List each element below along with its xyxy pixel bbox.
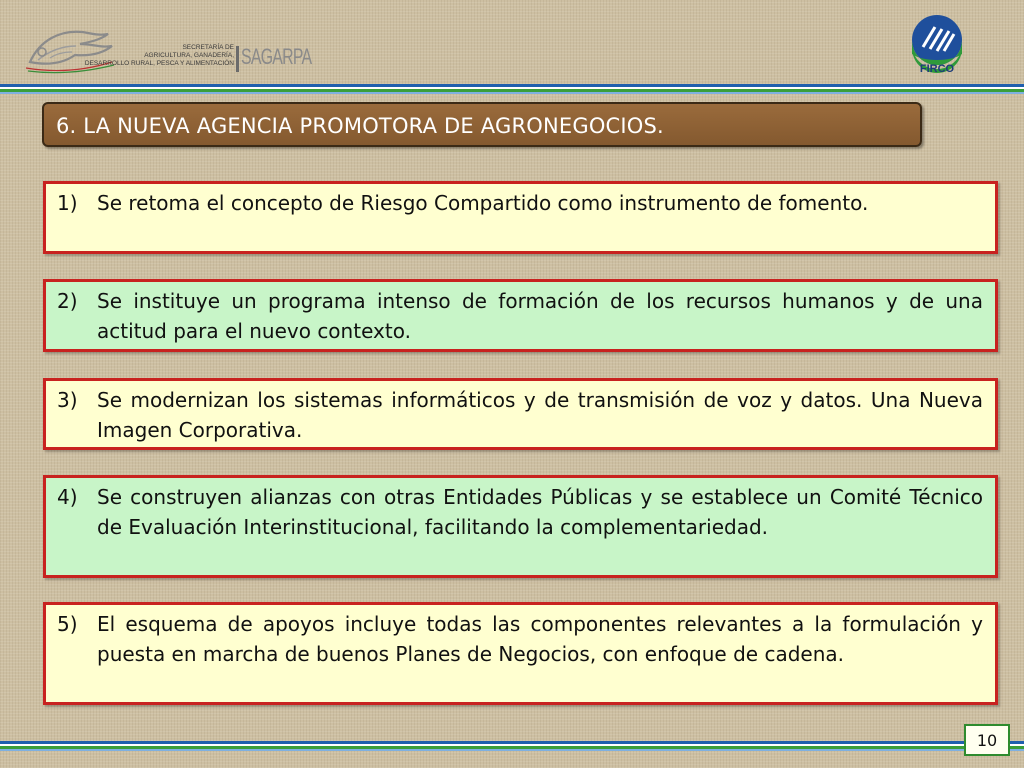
list-item [43,378,998,450]
item-number: 5) [57,612,78,636]
item-text: Se construyen alianzas con otras Entidades Públicas y se establece un Comité Técnico de Evaluación Interinstitucional, facilitando la complementariedad. [97,485,983,539]
item-text: Se instituye un programa intenso de formación de los recursos humanos y de una actitud para el nuevo contexto. [97,289,983,343]
item-text: El esquema de apoyos incluye todas las componentes relevantes a la formulación y puesta en marcha de buenos Planes de Negocios, con enfoque de cadena. [97,612,983,666]
item-number: 4) [57,485,78,509]
slide-header [0,0,1024,90]
secretaria-line: AGRICULTURA, GANADERÍA, [144,52,234,59]
list-item [43,475,998,578]
item-number: 1) [57,191,78,215]
item-number: 2) [57,289,78,313]
section-title: 6. LA NUEVA AGENCIA PROMOTORA DE AGRONEGOCIOS. [56,114,664,138]
secretaria-text [74,44,234,68]
logo-divider [236,46,239,72]
bottom-stripes [0,741,1024,751]
secretaria-line: DESARROLLO RURAL, PESCA Y ALIMENTACIÓN [84,60,234,67]
item-number: 3) [57,388,78,412]
item-text: Se modernizan los sistemas informáticos y de transmisión de voz y datos. Una Nueva Imagen Corporativa. [97,388,983,442]
firco-label: FIRCO [919,63,955,75]
sagarpa-wordmark: SAGARPA [241,44,312,69]
list-item [43,279,998,352]
page-number: 10 [976,731,998,750]
top-stripes [0,84,1024,94]
item-text: Se retoma el concepto de Riesgo Compartido como instrumento de fomento. [97,191,869,215]
list-item [43,602,998,705]
section-title-bar [42,102,922,147]
page-number-box [964,724,1010,756]
list-item [43,181,998,254]
secretaria-line: SECRETARÍA DE [182,44,234,51]
